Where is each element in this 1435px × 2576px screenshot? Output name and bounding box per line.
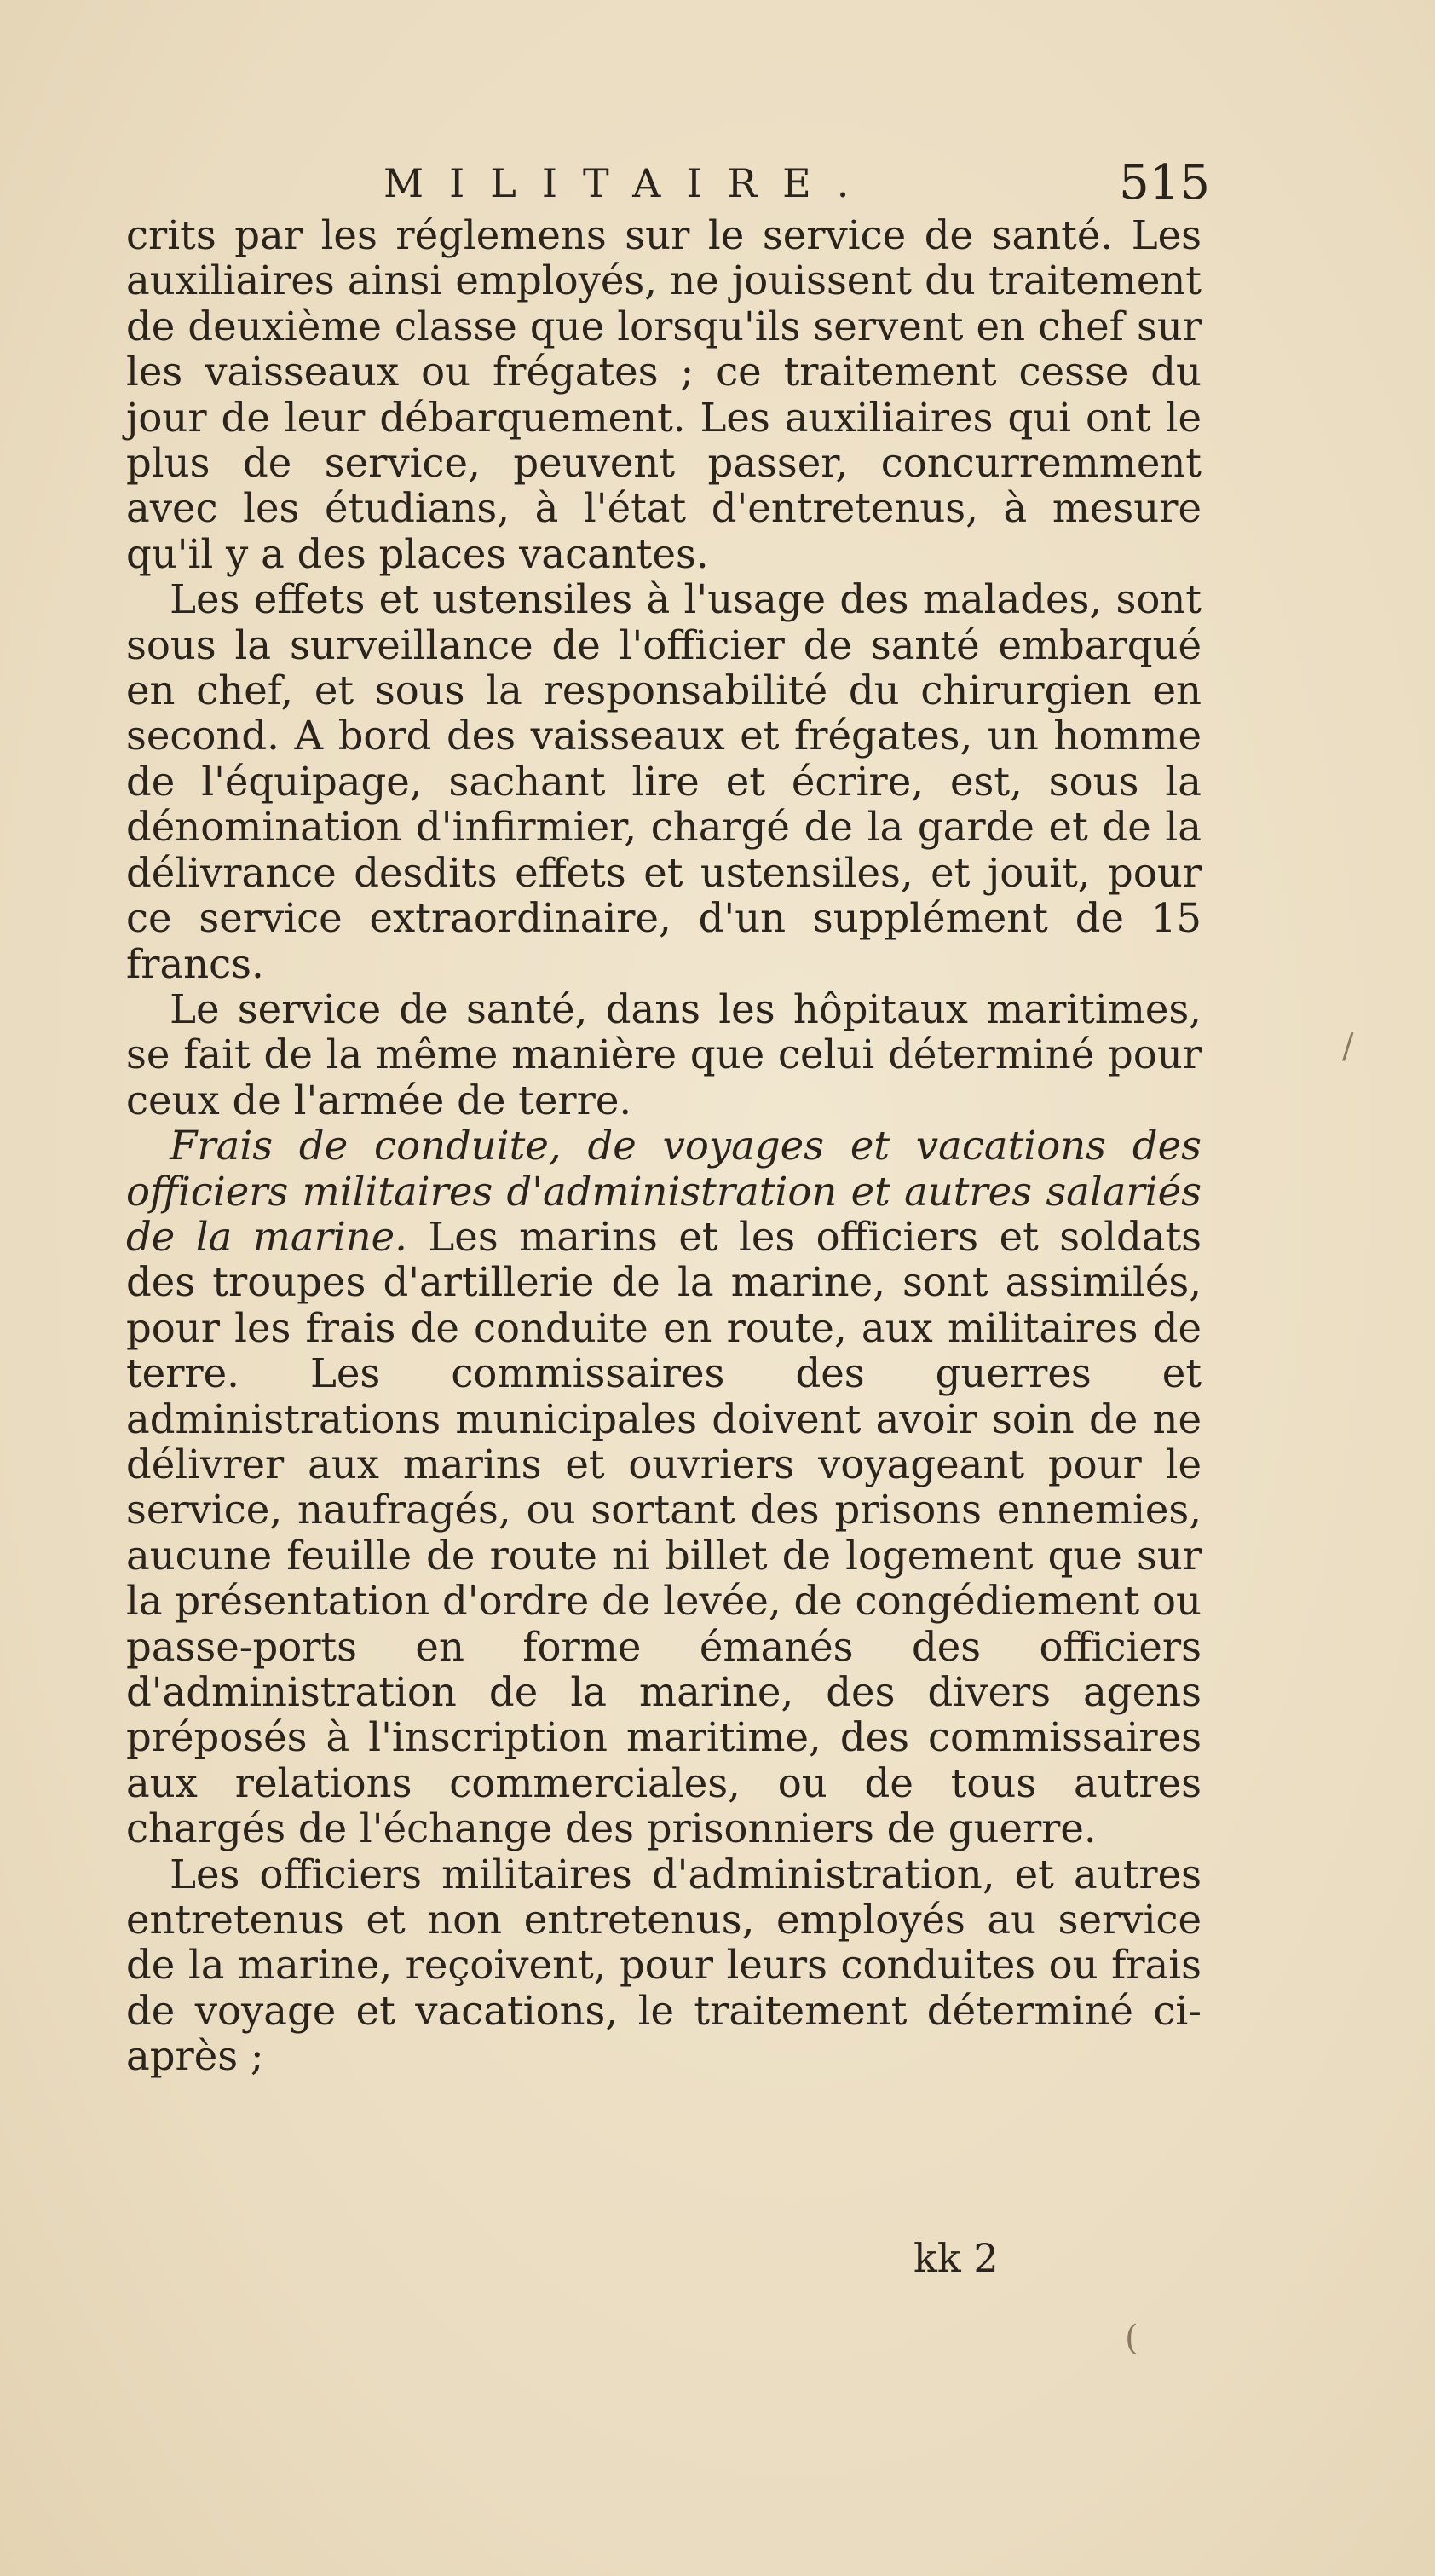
- paragraph-2: Les effets et ustensiles à l'usage des malades, sont sous la surveillance de l'officier de santé embarqué en chef, et sous la responsabilité du chirurgien en second. A bord des vaisseaux et frégates, un homme de l'équipage, sachant lire et écrire, est, sous la dénomination d'infirmier, chargé de la garde et de la délivrance desdits effets et ustensiles, et jouit, pour ce service extraordinaire, d'un supplément de 15 francs.: [126, 576, 1202, 987]
- stray-ink-mark: (: [1125, 2319, 1138, 2358]
- paragraph-1: crits par les réglemens sur le service de santé. Les auxiliaires ainsi employés, ne jouissent du traitement de deuxième classe que lorsqu'ils servent en chef sur les vaisseaux ou frégates ; ce traitement cesse du jour de leur débarquement. Les auxiliaires qui ont le plus de service, peuvent passer, concurremment avec les étudians, à l'état d'entretenus, à mesure qu'il y a des places vacantes.: [126, 212, 1202, 577]
- page-number: 515: [1119, 155, 1210, 211]
- signature-mark: kk 2: [913, 2235, 999, 2281]
- paragraph-frais: [126, 1123, 1202, 1852]
- paragraph-last: Les officiers militaires d'administration, et autres entretenus et non entretenus, employés au service de la marine, reçoivent, pour leurs conduites ou frais de voyage et vacations, le traitement déterminé ci-après ;: [126, 1851, 1202, 2080]
- body-text: [126, 213, 1202, 2080]
- frais-section-body: Les marins et les officiers et soldats des troupes d'artillerie de la marine, sont assimilés, pour les frais de conduite en route, aux militaires de terre. Les commissaires des guerres et administrations municipales doivent avoir soin de ne délivrer aux marins et ouvriers voyageant pour le service, naufragés, ou sortant des prisons ennemies, aucune feuille de route ni billet de logement que sur la présentation d'ordre de levée, de congédiement ou passe-ports en forme émanés des officiers d'administration de la marine, des divers agens préposés à l'inscription maritime, des commissaires aux relations commerciales, ou de tous autres chargés de l'échange des prisonniers de guerre.: [126, 1213, 1202, 1852]
- running-head: MILITAIRE.: [383, 160, 875, 206]
- stray-ink-mark: /: [1342, 1027, 1354, 1066]
- page-header: [128, 155, 1210, 220]
- frais-section-title: Frais de conduite, de voyages et vacations des officiers militaires d'administration et autres salariés de la marine.: [126, 1123, 1202, 1260]
- paragraph-3: Le service de santé, dans les hôpitaux maritimes, se fait de la même manière que celui déterminé pour ceux de l'armée de terre.: [126, 985, 1202, 1123]
